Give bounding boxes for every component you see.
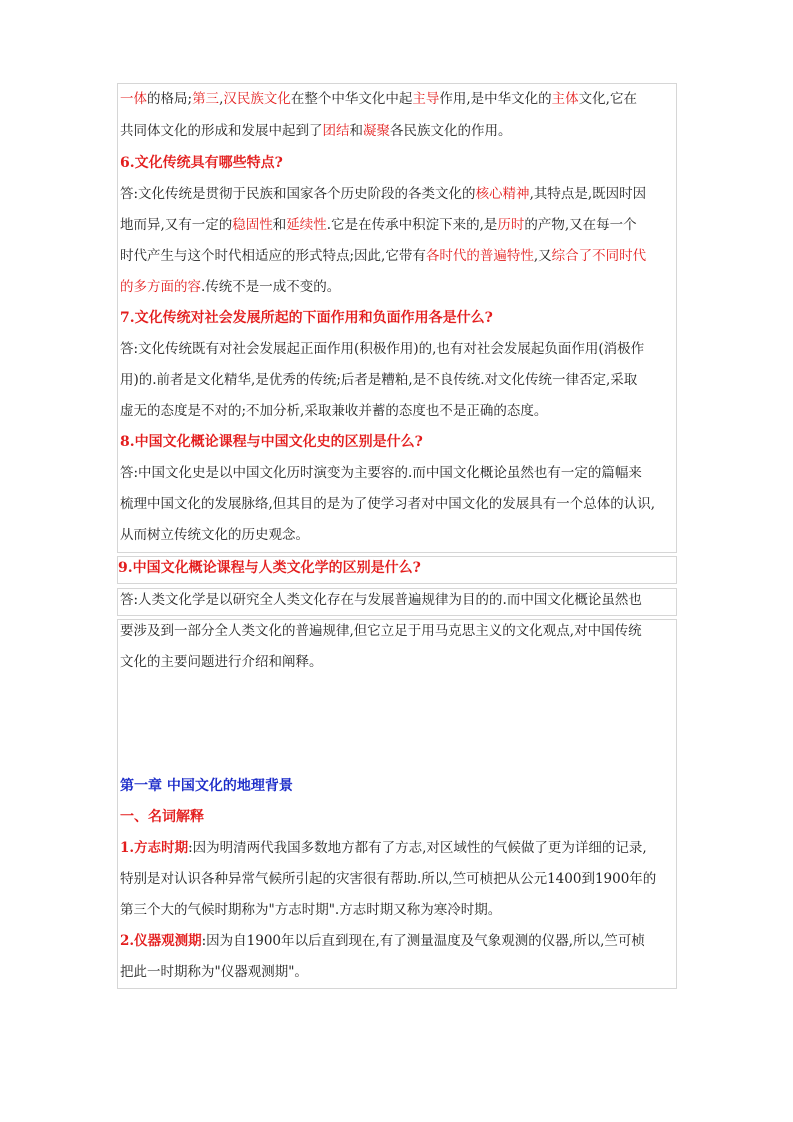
answer-7-line-3: 虚无的态度是不对的;不加分析,采取兼收并蓄的态度也不是正确的态度。 bbox=[120, 403, 548, 419]
term-1-line-2: 特别是对认识各种异常气候所引起的灾害很有帮助.所以,竺可桢把从公元1400到1900年的 bbox=[120, 871, 657, 887]
term-1-line-1: 1.方志时期:因为明清两代我国多数地方都有了方志,对区域性的气候做了更为详细的记录, bbox=[120, 840, 647, 856]
term-2-line-2: 把此一时期称为"仪器观测期"。 bbox=[120, 964, 308, 980]
intro-line-2: 共同体文化的形成和发展中起到了团结和凝聚各民族文化的作用。 bbox=[120, 123, 512, 139]
question-7-title: 7.文化传统对社会发展所起的下面作用和负面作用各是什么? bbox=[120, 310, 493, 326]
term-1-line-3: 第三个大的气候时期称为"方志时期".方志时期又称为寒冷时期。 bbox=[120, 902, 502, 918]
question-8-title: 8.中国文化概论课程与中国文化史的区别是什么? bbox=[120, 434, 423, 450]
answer-6-line-1: 答:文化传统是贯彻于民族和国家各个历史阶段的各类文化的核心精神,其特点是,既因时因 bbox=[120, 186, 647, 202]
section-title: 一、名词解释 bbox=[120, 809, 204, 825]
question-6-title: 6.文化传统具有哪些特点? bbox=[120, 155, 283, 171]
answer-9-line-1: 答:人类文化学是以研究全人类文化存在与发展普遍规律为目的的.而中国文化概论虽然也 bbox=[120, 592, 642, 608]
answer-6-line-4: 的多方面的容.传统不是一成不变的。 bbox=[120, 279, 341, 295]
question-9-title: 9.中国文化概论课程与人类文化学的区别是什么? bbox=[118, 560, 421, 576]
answer-6-line-3: 时代产生与这个时代相适应的形式特点;因此,它带有各时代的普遍特性,又综合了不同时代 bbox=[120, 248, 647, 264]
answer-7-line-2: 用)的.前者是文化精华,是优秀的传统;后者是糟粕,是不良传统.对文化传统一律否定,采取 bbox=[120, 372, 638, 388]
answer-6-line-2: 地而异,又有一定的稳固性和延续性.它是在传承中积淀下来的,是历时的产物,又在每一个 bbox=[120, 217, 637, 233]
answer-9-line-3: 文化的主要问题进行介绍和阐释。 bbox=[120, 654, 323, 670]
answer-9-line-2: 要涉及到一部分全人类文化的普遍规律,但它立足于用马克思主义的文化观点,对中国传统 bbox=[120, 623, 642, 639]
intro-line-1: 一体的格局;第三,汉民族文化在整个中华文化中起主导作用,是中华文化的主体文化,它在 bbox=[120, 91, 637, 107]
term-2-line-1: 2.仪器观测期:因为自1900年以后直到现在,有了测量温度及气象观测的仪器,所以,竺可桢 bbox=[120, 933, 645, 949]
answer-8-line-2: 梳理中国文化的发展脉络,但其目的是为了使学习者对中国文化的发展具有一个总体的认识, bbox=[120, 496, 656, 512]
answer-8-line-3: 从而树立传统文化的历史观念。 bbox=[120, 527, 309, 543]
answer-7-line-1: 答:文化传统既有对社会发展起正面作用(积极作用)的,也有对社会发展起负面作用(消极作 bbox=[120, 341, 645, 357]
answer-8-line-1: 答:中国文化史是以中国文化历时演变为主要容的.而中国文化概论虽然也有一定的篇幅来 bbox=[120, 465, 642, 481]
chapter-title: 第一章 中国文化的地理背景 bbox=[120, 778, 293, 794]
